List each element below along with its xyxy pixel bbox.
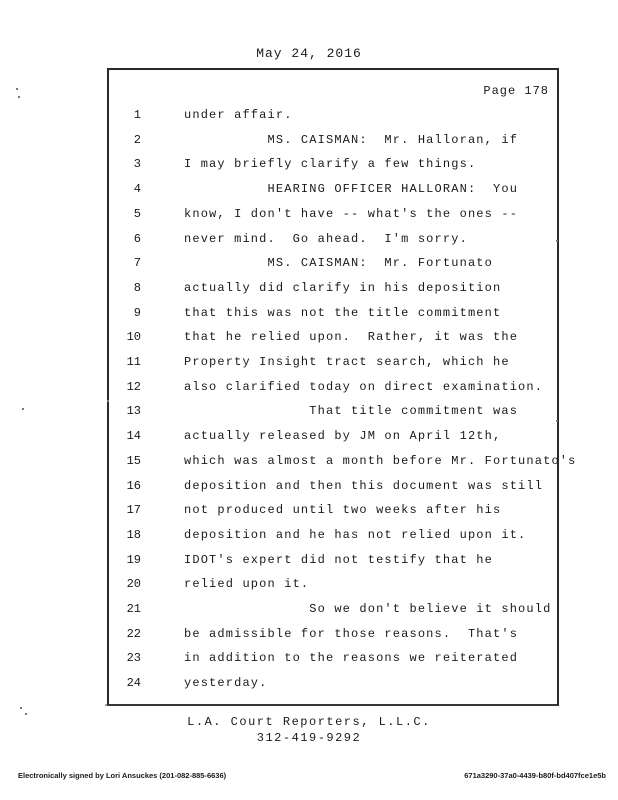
line-number: 20	[126, 577, 141, 592]
line-text: deposition and he has not relied upon it.	[184, 527, 527, 542]
transcript-page	[107, 68, 577, 706]
frame-shadow	[105, 704, 557, 706]
line-text: Property Insight tract search, which he	[184, 355, 510, 369]
line-number: 22	[126, 626, 141, 641]
line-text: actually released by JM on April 12th,	[184, 429, 502, 444]
line-number: 6	[133, 231, 141, 246]
line-number: 14	[126, 429, 141, 444]
line-text: So we don't believe it should	[184, 602, 552, 616]
line-number: 17	[126, 503, 141, 518]
line-number: 8	[133, 280, 141, 295]
line-text: MS. CAISMAN: Mr. Fortunato	[184, 256, 493, 271]
line-number: 15	[126, 453, 141, 468]
line-text: also clarified today on direct examination.	[184, 379, 544, 394]
line-number: 9	[133, 305, 141, 320]
scan-speck	[18, 96, 20, 98]
line-text: That title commitment was	[184, 404, 519, 419]
line-text: in addition to the reasons we reiterated	[184, 651, 519, 666]
scan-speck	[556, 240, 558, 242]
line-number: 16	[126, 478, 141, 493]
line-number: 2	[133, 132, 141, 147]
line-text: IDOT's expert did not testify that he	[184, 552, 493, 567]
scan-speck	[22, 408, 24, 410]
document-id: 671a3290-37a0-4439-b80f-bd407fce1e5b	[464, 771, 606, 780]
line-text: that this was not the title commitment	[184, 305, 502, 320]
line-text: under affair.	[184, 108, 293, 122]
line-text: relied upon it.	[184, 577, 310, 592]
line-text: MS. CAISMAN: Mr. Halloran, if	[184, 132, 519, 147]
line-text: deposition and then this document was still	[184, 478, 544, 493]
header-date: May 24, 2016	[256, 46, 362, 61]
line-number: 10	[126, 330, 141, 345]
line-number: 19	[126, 552, 141, 567]
line-number: 21	[126, 602, 141, 616]
line-text: HEARING OFFICER HALLORAN: You	[184, 182, 519, 197]
line-number: 3	[133, 157, 141, 172]
line-number: 5	[133, 206, 141, 221]
line-text: not produced until two weeks after his	[184, 503, 502, 518]
electronic-signature: Electronically signed by Lori Ansuckes (201-082-885-6636)	[18, 771, 227, 780]
scan-speck	[107, 400, 109, 402]
line-number: 11	[126, 355, 141, 369]
line-text: never mind. Go ahead. I'm sorry.	[184, 231, 468, 246]
scan-speck	[20, 707, 22, 709]
line-text: yesterday.	[184, 676, 268, 691]
line-number: 7	[133, 256, 141, 271]
court-reporter-name: L.A. Court Reporters, L.L.C.	[187, 715, 431, 729]
line-text: that he relied upon. Rather, it was the	[184, 330, 519, 345]
line-number: 13	[126, 404, 141, 419]
line-number: 4	[133, 182, 141, 197]
line-number: 1	[133, 108, 141, 122]
line-text: actually did clarify in his deposition	[184, 280, 502, 295]
line-text: I may briefly clarify a few things.	[184, 157, 477, 172]
court-reporter-phone: 312-419-9292	[256, 731, 362, 745]
line-number: 23	[126, 651, 141, 666]
scan-speck	[556, 420, 558, 422]
line-number: 24	[126, 676, 141, 691]
line-text: be admissible for those reasons. That's	[184, 626, 519, 641]
line-text: which was almost a month before Mr. Fortunato's	[184, 453, 577, 468]
line-number: 12	[126, 379, 141, 394]
scan-speck	[25, 713, 27, 715]
line-text: know, I don't have -- what's the ones --	[184, 206, 519, 221]
line-number: 18	[126, 527, 141, 542]
page-number: Page 178	[483, 84, 549, 98]
scan-speck	[16, 88, 18, 90]
